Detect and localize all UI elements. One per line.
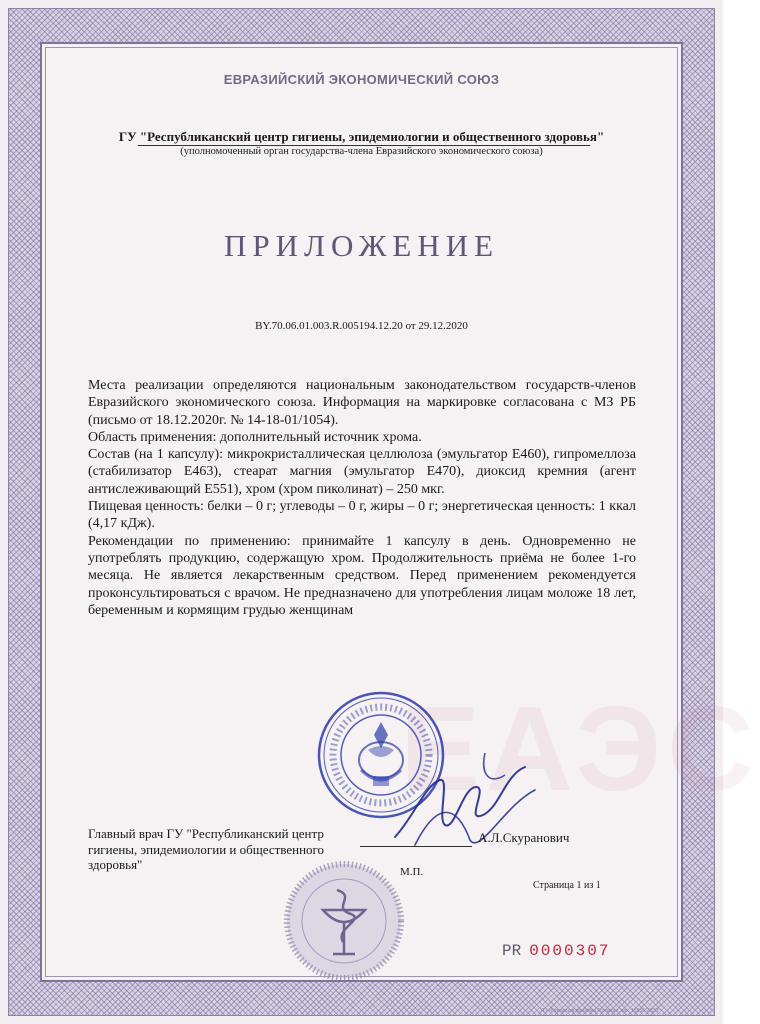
- serial-number: [502, 942, 610, 960]
- hygieia-emblem-icon: [285, 862, 403, 980]
- body-paragraph: Рекомендации по применению: принимайте 1 капсулу в день. Одновременно не употреблять продукцию, содержащую хром. Продолжительность приёма не более 1-го месяца. Не является лекарственным средством. Перед применением рекомендуется проконсультироваться с врачом. Не предназначено для употребления лицам моложе 18 лет, беременным и кормящим грудью женщинам: [88, 533, 636, 618]
- signer-name: А.Л.Скуранович: [478, 830, 570, 845]
- page-number: Страница 1 из 1: [533, 880, 601, 891]
- watermark-text: ЕАЭС: [400, 682, 760, 816]
- organization-note: (уполномоченный орган государства-члена Евразийского экономического союза): [180, 146, 543, 157]
- seal-place-label: М.П.: [400, 866, 424, 878]
- serial-digits: 0000307: [529, 942, 611, 960]
- body-paragraph: Состав (на 1 капсулу): микрокристаллическая целлюлоза (эмульгатор Е460), гипромеллоза (стабилизатор Е463), стеарат магния (эмульгатор Е470), диоксид кремния (агент антислеживающий Е551), хром (хром пиколинат) – 250 мкг.: [88, 447, 636, 497]
- signer-title: Главный врач ГУ "Республиканский центр гигиены, эпидемиологии и общественного здоровья": [88, 826, 325, 872]
- serial-prefix: PR: [502, 942, 522, 960]
- document-body: [88, 377, 636, 619]
- organization-name: ГУ "Республиканский центр гигиены, эпидемиологии и общественного здоровья": [118, 129, 605, 144]
- body-paragraph: Пищевая ценность: белки – 0 г; углеводы – 0 г, жиры – 0 г; энергетическая ценность: 1 ккал (4,17 кДж).: [88, 499, 636, 532]
- signature-line: [360, 846, 472, 847]
- union-title: ЕВРАЗИЙСКИЙ ЭКОНОМИЧЕСКИЙ СОЮЗ: [223, 72, 500, 87]
- body-paragraph: Места реализации определяются национальным законодательством государств-членов Евразийского экономического союза. Информация на маркировке согласована с МЗ РБ (письмо от 18.12.2020г. № 14-18-01/1054).: [88, 378, 636, 428]
- printer-note: УП «Бумажная фабрика Гознака», зак. 15056-2020: [540, 1008, 658, 1014]
- document-title: ПРИЛОЖЕНИЕ: [223, 228, 500, 263]
- document-number: BY.70.06.01.003.R.005194.12.20 от 29.12.2020: [255, 320, 468, 332]
- body-paragraph: Область применения: дополнительный источник хрома.: [88, 429, 422, 445]
